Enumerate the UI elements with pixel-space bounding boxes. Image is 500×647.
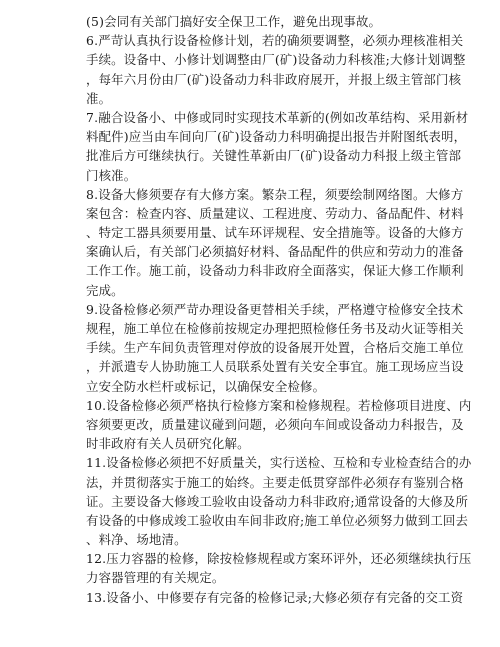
text-line: 完成。 — [86, 282, 124, 298]
text-line: 、特定工器具须要用量、试车环评规程、安全措施等。设备的大修方 — [86, 225, 464, 241]
text-line: 8.设备大修须要存有大修方案。繁杂工程，须要绘制网络图。大修方 — [86, 186, 464, 202]
text-line: 证。主要设备大修竣工验收由设备动力科非政府;通常设备的大修及所 — [86, 493, 469, 509]
text-line: 9.设备检修必须严苛办理设备更替相关手续，严格遵守检修安全技术 — [86, 301, 464, 317]
text-line: ，并派遣专人协助施工人员联系处置有关安全事宜。施工现场应当设 — [86, 359, 464, 375]
text-line: 规程，施工单位在检修前按规定办理把照检修任务书及动火证等相关 — [86, 321, 464, 336]
text-line: (5)会同有关部门搞好安全保卫工作，避免出现事故。 — [86, 14, 382, 29]
text-line: 时非政府有关人员研究化解。 — [86, 436, 250, 452]
text-line: 12.压力容器的检修，除按检修规程或方案环评外，还必须继续执行压 — [86, 551, 472, 567]
text-line: 有设备的中修成竣工验收由车间非政府;施工单位必须努力做到工回去 — [86, 512, 469, 528]
text-line: 13.设备小、中修要存有完备的检修记录;大修必须存有完备的交工资 — [86, 589, 464, 605]
text-line: 法，并贯彻落实于施工的始终。主要走低贯穿部件必须存有鉴别合格 — [86, 474, 464, 490]
text-line: 力容器管理的有关规定。 — [86, 570, 225, 586]
text-line: 手续。设备中、小修计划调整由厂(矿)设备动力科核准;大修计划调整 — [86, 52, 466, 68]
text-line: 批准后方可继续执行。关键性革新由厂(矿)设备动力科报上级主管部 — [86, 148, 462, 164]
text-line: 、料净、场地清。 — [86, 532, 187, 548]
text-line: 11.设备检修必须把不好质量关，实行送检、互检和专业检查结合的办 — [86, 455, 472, 471]
text-line: 料配件)应当由车间向厂(矿)设备动力科明确提出报告并附图纸表明， — [86, 129, 467, 145]
text-line: 手续。生产车间负责管理对停放的设备展开处置，合格后交施工单位 — [86, 340, 464, 356]
text-line: 工作工作。施工前，设备动力科非政府全面落实，保证大修工作顺利 — [86, 263, 464, 279]
text-line: 准。 — [86, 90, 112, 106]
text-line: 案包含：检查内容、质量建议、工程进度、劳动力、备品配件、材料 — [86, 205, 464, 221]
text-line: ，每年六月份由厂(矿)设备动力科非政府展开，并报上级主管部门核 — [86, 71, 462, 87]
text-line: 10.设备检修必须严格执行检修方案和检修规程。若检修项目进度、内 — [86, 397, 472, 413]
text-line: 容须要更改，质量建议碰到问题，必须向车间或设备动力科报告，及 — [86, 416, 464, 432]
text-line: 门核准。 — [86, 167, 137, 183]
text-line: 7.融合设备小、中修或同时实现技术革新的(例如改革结构、采用新材 — [86, 109, 469, 125]
text-line: 案确认后，有关部门必须搞好材料、备品配件的供应和劳动力的准备 — [86, 244, 464, 260]
text-line: 6.严苛认真执行设备检修计划，若的确须要调整，必须办理核准相关 — [86, 33, 464, 49]
text-line: 立安全防水栏杆或标记，以确保安全检修。 — [86, 378, 326, 394]
